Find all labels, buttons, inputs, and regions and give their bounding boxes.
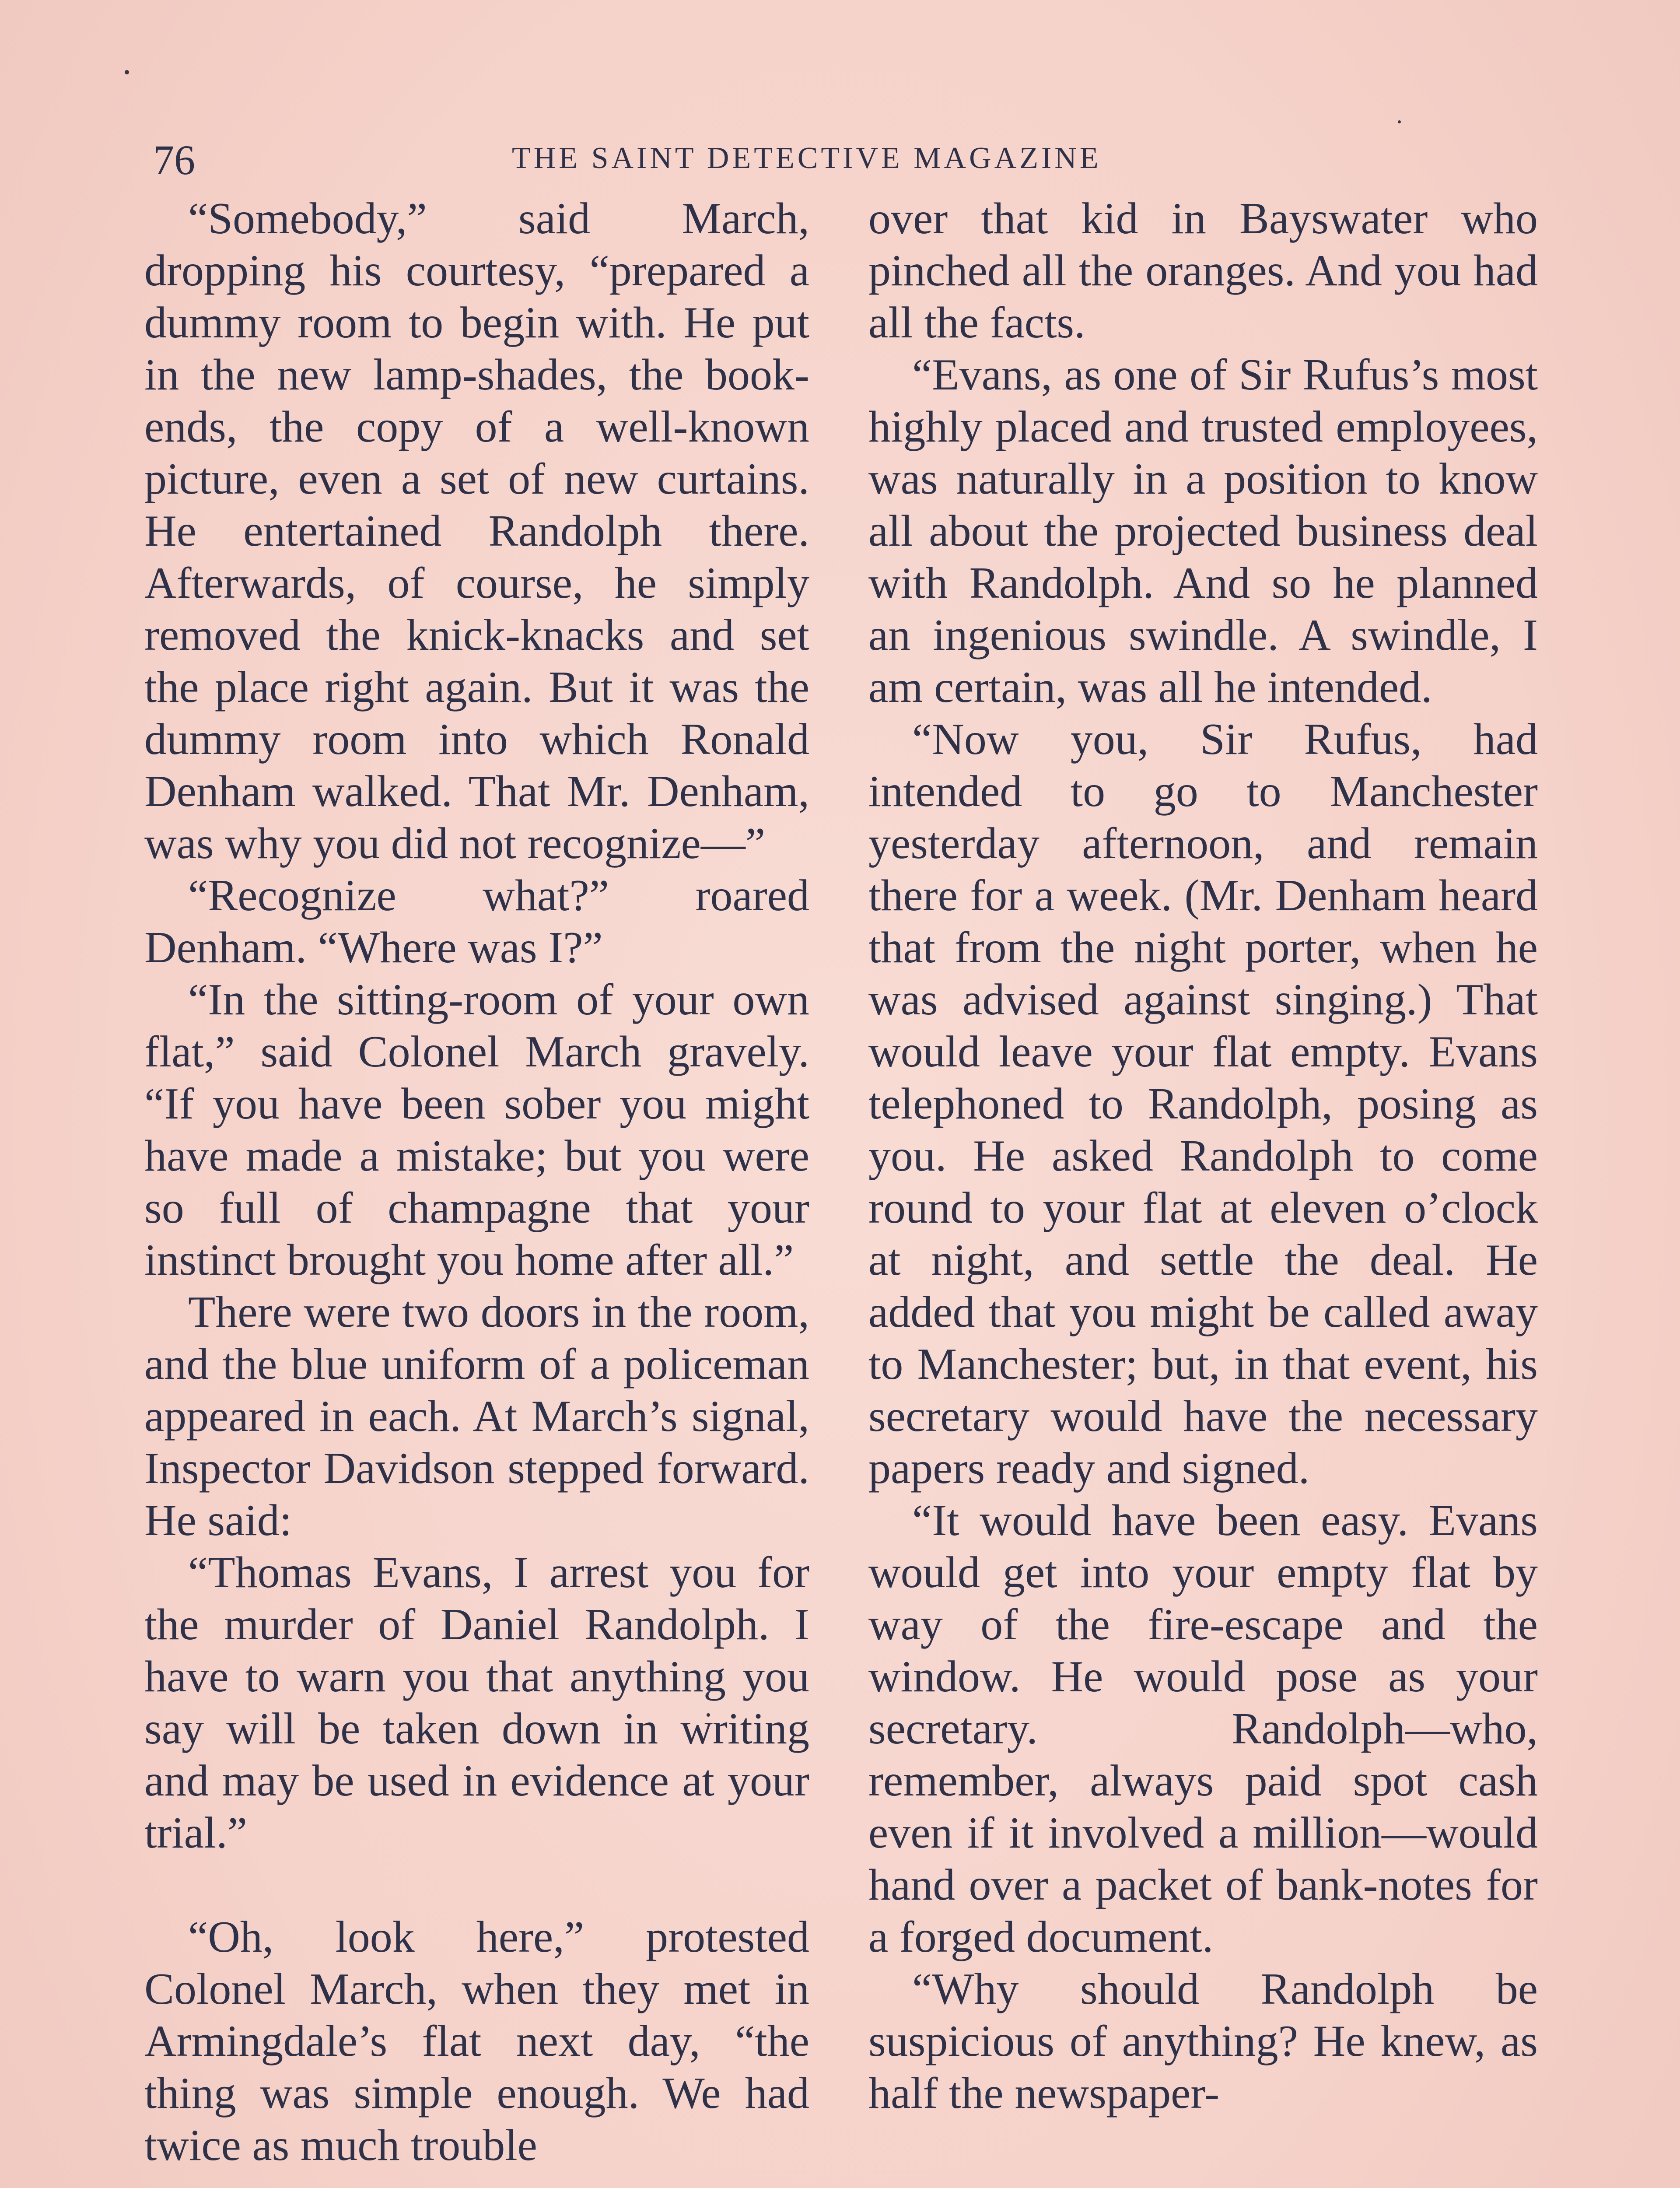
- paragraph: There were two doors in the room, and the blue uniform of a policeman appeared in each. At March’s signal, Inspector Davidson stepped forward. He said:: [144, 1287, 809, 1545]
- running-title: THE SAINT DETECTIVE MAGAZINE: [512, 141, 1102, 175]
- paragraph: “Evans, as one of Sir Rufus’s most highly placed and trusted employees, was naturally in a position to know all about the projected business deal with Randolph. And so he planned an ingenious swindle. A swindle, I am certain, was all he intended.: [868, 350, 1538, 712]
- paragraph: “In the sitting-room of your own flat,” said Colonel March gravely. “If you have been sober you might have made a mistake; but you were so full of champagne that your instinct brought you home after all.”: [144, 975, 809, 1285]
- ink-speck: [1398, 120, 1401, 123]
- right-column: [868, 193, 1538, 2119]
- paragraph: “Thomas Evans, I arrest you for the murder of Daniel Randolph. I have to warn you that anything you say will be taken down in writing and may be used in evidence at your trial.”: [144, 1548, 809, 1858]
- paragraph: “It would have been easy. Evans would get into your empty flat by way of the fire-escape and the window. He would pose as your secretary. Randolph—who, remember, always paid spot cash even if it involved a million—would hand over a packet of bank-notes for a forged document.: [868, 1496, 1538, 1962]
- paragraph: “Why should Randolph be suspicious of anything? He knew, as half the newspaper-: [868, 1964, 1538, 2118]
- page-header: [144, 131, 1536, 184]
- paragraph: “Oh, look here,” protested Colonel March, when they met in Armingdale’s flat next day, “the thing was simple enough. We had twice as much trouble: [144, 1912, 809, 2170]
- paragraph: “Recognize what?” roared Denham. “Where was I?”: [144, 871, 809, 972]
- page-number: 76: [153, 137, 195, 183]
- paragraph: “Somebody,” said March, dropping his courtesy, “prepared a dummy room to begin with. He put in the new lamp-shades, the book-ends, the copy of a well-known picture, even a set of new curtains. He entertained Randolph there. Afterwards, of course, he simply removed the knick-knacks and set the place right again. But it was the dummy room into which Ronald Denham walked. That Mr. Denham, was why you did not recognize—”: [144, 194, 809, 868]
- paragraph: over that kid in Bayswater who pinched all the oranges. And you had all the facts.: [868, 194, 1538, 347]
- left-column: [144, 193, 809, 2171]
- paragraph: “Now you, Sir Rufus, had intended to go to Manchester yesterday afternoon, and remain there for a week. (Mr. Denham heard that from the night porter, when he was advised against singing.) That would leave your flat empty. Evans telephoned to Randolph, posing as you. He asked Randolph to come round to your flat at eleven o’clock at night, and settle the deal. He added that you might be called away to Manchester; but, in that event, his secretary would have the necessary papers ready and signed.: [868, 715, 1538, 1493]
- ink-speck: [125, 70, 129, 74]
